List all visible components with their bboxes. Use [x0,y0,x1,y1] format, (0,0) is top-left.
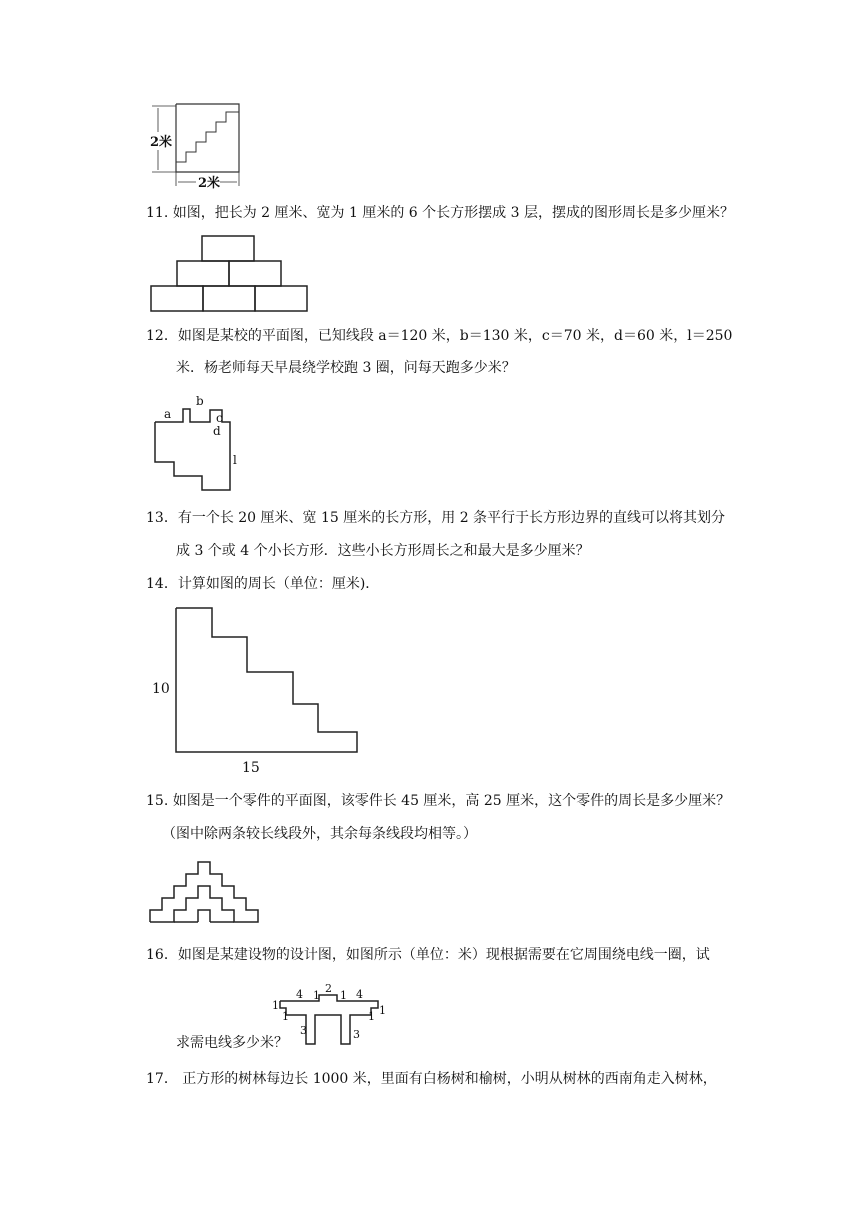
label-d: d [213,424,221,438]
q13-text-line1: 13．有一个长 20 厘米、宽 15 厘米的长方形，用 2 条平行于长方形边界的直线可以将其划分 [146,510,726,526]
q14-height-label: 10 [152,681,170,697]
label-l: l [233,453,237,467]
q16-label-right-inner: 1 [368,1010,375,1023]
q13-text-line2: 成 3 个或 4 个小长方形．这些小长方形周长之和最大是多少厘米？ [176,543,590,559]
q16-label-left-seg: 4 [296,988,303,1001]
q16-label-left-leg: 3 [300,1024,307,1037]
q16-label-top: 2 [325,982,332,995]
q17-text: 17． 正方形的树林每边长 1000 米，里面有白杨树和榆树，小明从树林的西南角走入树林， [146,1071,717,1087]
q14-width-label: 15 [242,760,260,776]
label-b: b [196,394,204,408]
q16-label-right-one: 1 [340,989,347,1002]
q16-text-line1: 16．如图是某建设物的设计图，如图所示（单位：米）现根据需要在它周围绕电线一圈，试 [146,947,710,963]
stairs-width-label: 2米 [198,176,221,191]
q14-text: 14．计算如图的周长（单位：厘米)． [146,576,380,592]
label-a: a [164,407,172,421]
q16-label-left-one: 1 [313,989,320,1002]
stairs-height-label: 2米 [150,135,173,150]
school-plan-figure [150,392,250,492]
q16-label-left-inner: 1 [282,1010,289,1023]
bricks-figure [150,234,310,314]
q16-text-line2: 求需电线多少米？ [176,1035,288,1051]
q15-text-line2: （图中除两条较长线段外，其余每条线段均相等。） [162,826,477,842]
q16-label-left-edge: 1 [272,999,279,1012]
q11-text: 11. 如图，把长为 2 厘米、宽为 1 厘米的 6 个长方形摆成 3 层，摆成的图形周长是多少厘米？ [146,205,734,221]
q16-label-right-seg: 4 [356,988,363,1001]
q12-text-line2: 米．杨老师每天早晨绕学校跑 3 圈，问每天跑多少米？ [176,360,516,376]
q15-text-line1: 15. 如图是一个零件的平面图，该零件长 45 厘米，高 25 厘米，这个零件的周长是多少厘米？ [146,793,731,809]
part-figure [148,852,270,928]
label-c: c [216,411,223,425]
staircase-figure [150,604,365,776]
stairs-figure [148,104,250,190]
q12-text-line1: 12．如图是某校的平面图，已知线段 a＝120 米，b＝130 米，c＝70 米，d＝60 米，l＝250 [146,328,733,344]
q16-label-right-leg: 3 [353,1028,360,1041]
q16-label-right-edge: 1 [379,1004,386,1017]
